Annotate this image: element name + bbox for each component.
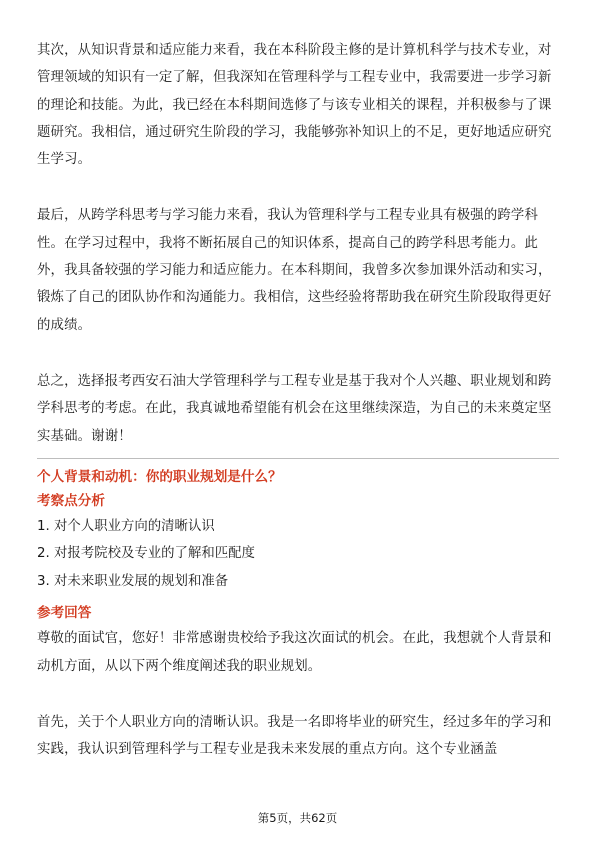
analysis-item: 2. 对报考院校及专业的了解和匹配度 [37,546,255,562]
page-content [37,37,559,764]
answer-title: 参考回答 [37,605,92,622]
analysis-item: 1. 对个人职业方向的清晰认识 [37,518,215,534]
analysis-item: 3. 对未来职业发展的规划和准备 [37,573,229,589]
analysis-title: 考察点分析 [37,492,105,509]
answer-paragraph: 尊敬的面试官，您好！非常感谢贵校给予我这次面试的机会。在此，我想就个人背景和动机方面，从以下两个维度阐述我的职业规划。 [37,631,552,674]
section-divider [37,458,559,459]
answer-paragraph: 首先，关于个人职业方向的清晰认识。我是一名即将毕业的研究生，经过多年的学习和实践，我认识到管理科学与工程专业是我未来发展的重点方向。这个专业涵盖 [37,714,552,758]
body-paragraph: 最后，从跨学科思考与学习能力来看，我认为管理科学与工程专业具有极强的跨学科性。在学习过程中，我将不断拓展自己的知识体系，提高自己的跨学科思考能力。此外，我具备较强的学习能力和适应能力。在本科期间，我曾多次参加课外活动和实习，锻炼了自己的团队协作和沟通能力。我相信，这些经验将帮助我在研究生阶段取得更好的成绩。 [37,208,552,333]
body-paragraph: 总之，选择报考西安石油大学管理科学与工程专业是基于我对个人兴趣、职业规划和跨学科思考的考虑。在此，我真诚地希望能有机会在这里继续深造，为自己的未来奠定坚实基础。谢谢！ [37,373,552,444]
question-heading: 个人背景和动机：你的职业规划是什么？ [37,468,282,485]
body-paragraph: 其次，从知识背景和适应能力来看，我在本科阶段主修的是计算机科学与技术专业，对管理领域的知识有一定了解，但我深知在管理科学与工程专业中，我需要进一步学习新的理论和技能。为此，我已经在本科期间选修了与该专业相关的课程，并积极参与了课题研究。我相信，通过研究生阶段的学习，我能够弥补知识上的不足，更好地适应研究生学习。 [37,43,552,168]
page-number: 第5页，共62页 [257,811,338,825]
